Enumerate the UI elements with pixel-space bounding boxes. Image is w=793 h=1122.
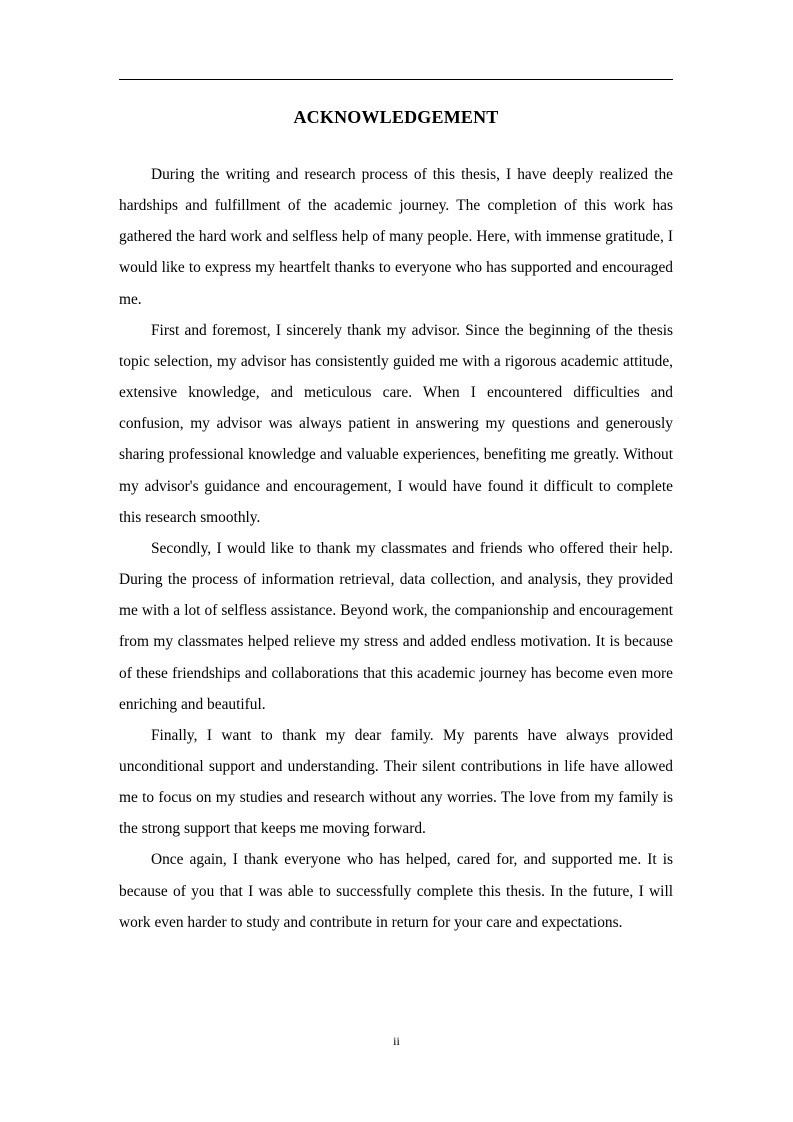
page-title: ACKNOWLEDGEMENT bbox=[293, 107, 499, 127]
paragraph-closing: Once again, I thank everyone who has helped, cared for, and supported me. It is because of you that I was able to successfully complete this thesis. In the future, I will work even harder to study and contribute in return for your care and expectations. bbox=[119, 851, 673, 931]
page-number: ii bbox=[393, 1034, 400, 1048]
acknowledgement-body bbox=[119, 159, 673, 938]
paragraph-advisor: First and foremost, I sincerely thank my advisor. Since the beginning of the thesis topic selection, my advisor has consistently guided me with a rigorous academic attitude, extensive knowledge, and meticulous care. When I encountered difficulties and confusion, my advisor was always patient in answering my questions and generously sharing professional knowledge and valuable experiences, benefiting me greatly. Without my advisor's guidance and encouragement, I would have found it difficult to complete this research smoothly. bbox=[119, 321, 673, 526]
paragraph-classmates: Secondly, I would like to thank my classmates and friends who offered their help. During the process of information retrieval, data collection, and analysis, they provided me with a lot of selfless assistance. Beyond work, the companionship and encouragement from my classmates helped relieve my stress and added endless motivation. It is because of these friendships and collaborations that this academic journey has become even more enriching and beautiful. bbox=[119, 539, 673, 713]
header-rule bbox=[119, 79, 673, 80]
paragraph-family: Finally, I want to thank my dear family. My parents have always provided unconditional support and understanding. Their silent contributions in life have allowed me to focus on my studies and research without any worries. The love from my family is the strong support that keeps me moving forward. bbox=[119, 726, 673, 838]
paragraph-intro: During the writing and research process of this thesis, I have deeply realized the hardships and fulfillment of the academic journey. The completion of this work has gathered the hard work and selfless help of many people. Here, with immense gratitude, I would like to express my heartfelt thanks to everyone who has supported and encouraged me. bbox=[119, 166, 673, 308]
